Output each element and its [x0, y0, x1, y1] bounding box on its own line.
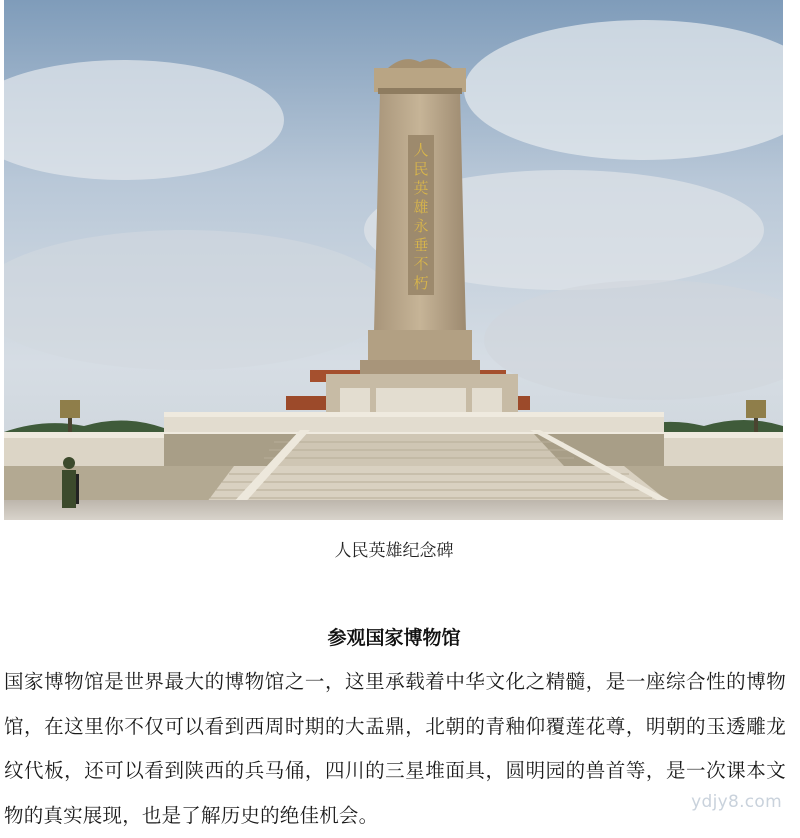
svg-text:民: 民 — [413, 160, 429, 178]
site-watermark: ydjy8.com — [691, 792, 782, 812]
svg-text:雄: 雄 — [413, 198, 429, 216]
svg-text:英: 英 — [413, 179, 429, 197]
section-title: 参观国家博物馆 — [327, 627, 461, 649]
svg-text:朽: 朽 — [413, 274, 429, 292]
monument-photo — [4, 0, 783, 520]
photo-caption: 人民英雄纪念碑 — [334, 541, 454, 561]
section-body: 国家博物馆是世界最大的博物馆之一，这里承载着中华文化之精髓，是一座综合性的博物馆，在这里你不仅可以看到西周时期的大盂鼎，北朝的青釉仰覆莲花尊，明朝的玉透雕龙纹代板，还可以看到陕西的兵马俑，四川的三星堆面具，圆明园的兽首等，是一次课本文物的真实展现，也是了解历史的绝佳机会。 — [4, 670, 786, 827]
svg-text:人: 人 — [413, 141, 429, 159]
svg-text:永: 永 — [413, 217, 429, 235]
svg-text:不: 不 — [413, 255, 429, 273]
svg-text:垂: 垂 — [413, 236, 429, 254]
